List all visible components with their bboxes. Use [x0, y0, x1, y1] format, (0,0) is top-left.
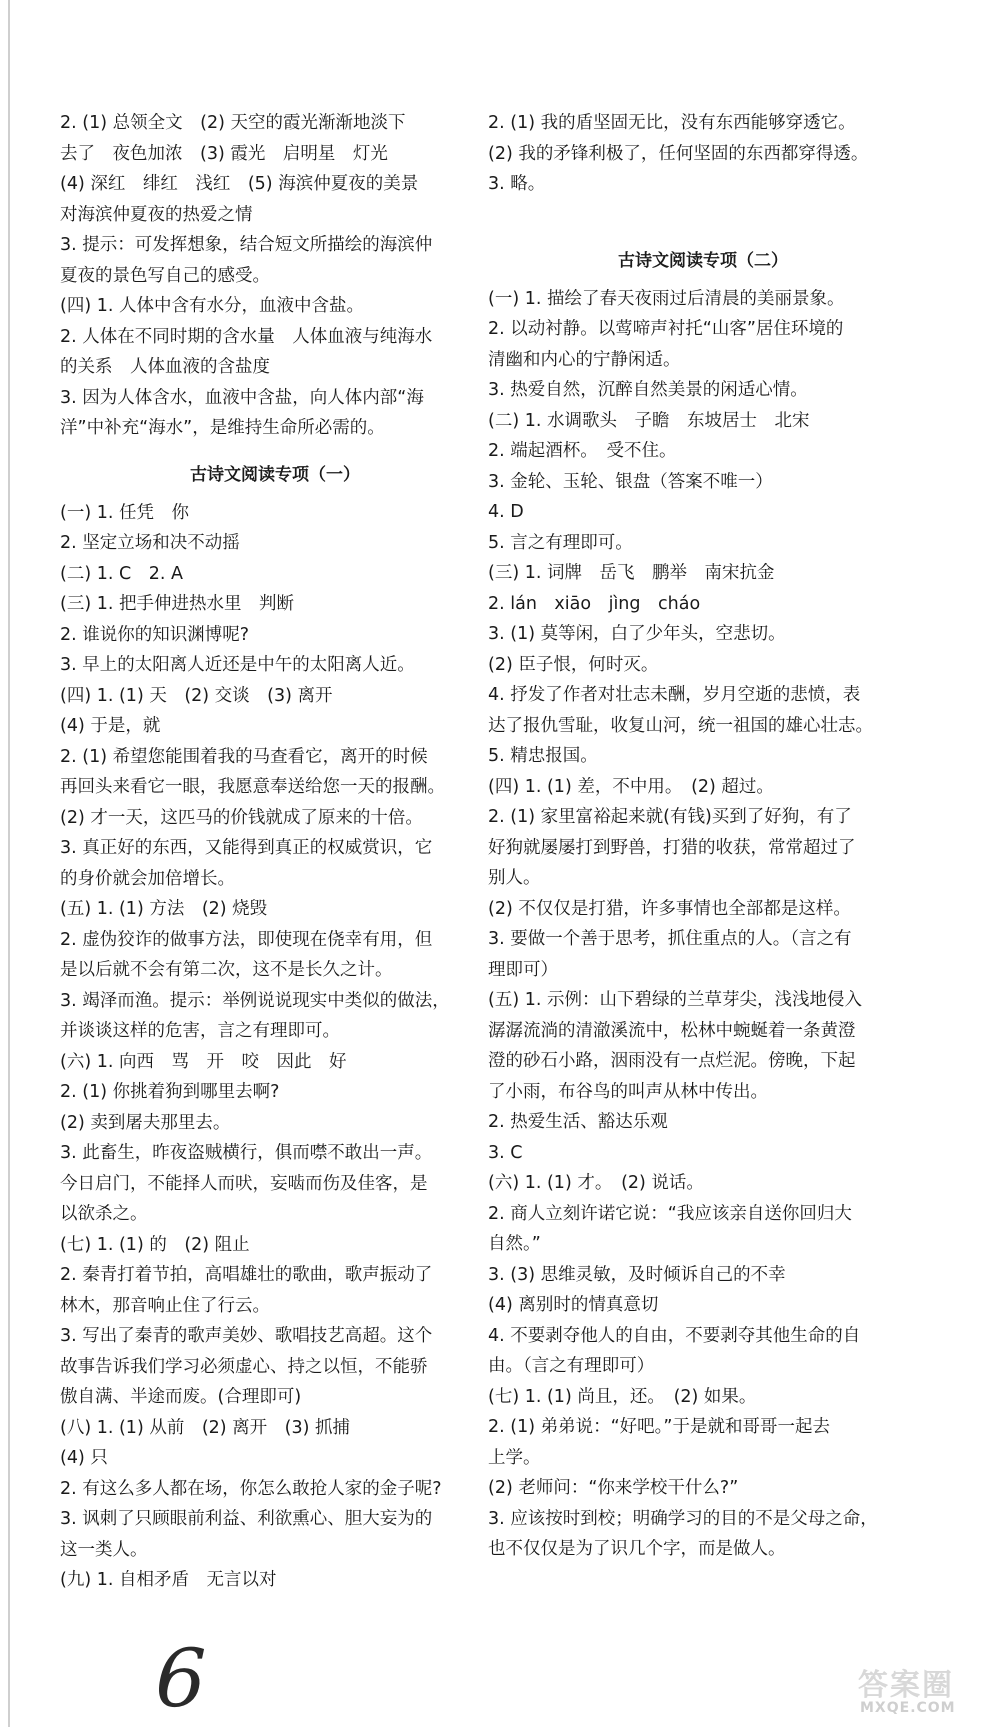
answer-line: 傲自满、半途而废。(合理即可): [60, 1387, 302, 1407]
right-answers-block-1: [488, 108, 918, 200]
answer-line: (四) 1. (1) 差，不中用。 (2) 超过。: [488, 776, 774, 797]
answer-line: (2) 老师问：“你来学校干什么?”: [488, 1478, 739, 1498]
answer-line: 2. 坚定立场和决不动摇: [60, 533, 240, 553]
answer-line: 2. (1) 弟弟说：“好吧。”于是就和哥哥一起去: [488, 1417, 830, 1437]
answer-line: (2) 臣子恨，何时灭。: [488, 654, 659, 675]
answer-line: 清幽和内心的宁静闲适。: [488, 349, 681, 370]
answer-line: 3. 金轮、玉轮、银盘（答案不唯一）: [488, 471, 773, 492]
answer-line: (六) 1. (1) 才。 (2) 说话。: [488, 1173, 704, 1193]
section-title-ancient-poetry-1: 古诗文阅读专项（一）: [190, 464, 360, 485]
watermark-logo: [858, 1660, 978, 1720]
answer-line: 3. 应该按时到校；明确学习的目的不是父母之命，: [488, 1508, 878, 1529]
answer-line: 2. 热爱生活、豁达乐观: [488, 1112, 668, 1132]
answer-line: 3. 写出了秦青的歌声美妙、歌唱技艺高超。这个: [60, 1326, 433, 1346]
answer-line: 3. 真正好的东西，又能得到真正的权威赏识，它: [60, 838, 433, 858]
answer-line: 澄的砂石小路，洇雨没有一点烂泥。傍晚，下起: [488, 1051, 856, 1071]
answer-line: 去了 夜色加浓 (3) 霞光 启明星 灯光: [60, 143, 388, 164]
answer-line: 也不仅仅是为了识几个字，而是做人。: [488, 1539, 786, 1559]
answer-line: 4. D: [488, 502, 524, 522]
answer-line: 3. 讽刺了只顾眼前利益、利欲熏心、胆大妄为的: [60, 1509, 433, 1529]
answer-line: 故事告诉我们学习必须虚心、持之以恒，不能骄: [60, 1356, 428, 1377]
answer-line: 2. 人体在不同时期的含水量 人体血液与纯海水: [60, 326, 433, 347]
answer-line: 3. 此畜生，昨夜盗贼横行，俱而噤不敢出一声。: [60, 1143, 433, 1163]
answer-line: (七) 1. (1) 尚且，还。 (2) 如果。: [488, 1386, 757, 1407]
answer-line: 2. 谁说你的知识渊博呢?: [60, 624, 250, 645]
answer-line: 3. 竭泽而渔。提示：举例说说现实中类似的做法，: [60, 990, 450, 1011]
handwritten-page-number: 6: [145, 1632, 216, 1725]
section-title-ancient-poetry-2: 古诗文阅读专项（二）: [618, 250, 788, 271]
answer-line: 别人。: [488, 868, 541, 888]
answer-line: (一) 1. 任凭 你: [60, 502, 189, 523]
answer-line: (4) 只: [60, 1448, 108, 1468]
answer-line: 由。（言之有理即可）: [488, 1356, 655, 1376]
answer-line: 的身价就会加倍增长。: [60, 868, 235, 889]
right-answers-block-2: [488, 284, 918, 1565]
answer-line: (八) 1. (1) 从前 (2) 离开 (3) 抓捕: [60, 1417, 351, 1438]
answer-line: 的关系 人体血液的含盐度: [60, 357, 270, 377]
answer-line: 今日启门，不能择人而吠，妄啮而伤及佳客，是: [60, 1173, 428, 1194]
answer-line: 再回头来看它一眼，我愿意奉送给您一天的报酬。: [60, 777, 445, 797]
answer-line: (4) 离别时的情真意切: [488, 1295, 659, 1315]
answer-line: 并谈谈这样的危害，言之有理即可。: [60, 1021, 340, 1041]
left-answers-block-2: [60, 498, 490, 1596]
answer-line: 洋”中补充“海水”，是维持生命所必需的。: [60, 418, 385, 438]
watermark-text: 答案圈: [858, 1668, 954, 1703]
answer-line: 潺潺流淌的清澈溪流中，松林中蜿蜒着一条黄澄: [488, 1020, 856, 1041]
answer-line: 3. 早上的太阳离人近还是中午的太阳离人近。: [60, 655, 415, 675]
answer-line: 2. (1) 家里富裕起来就(有钱)买到了好狗，有了: [488, 807, 852, 827]
answer-line: 是以后就不会有第二次，这不是长久之计。: [60, 960, 393, 980]
answer-line: 4. 不要剥夺他人的自由，不要剥夺其他生命的自: [488, 1325, 861, 1346]
answer-line: 2. 商人立刻许诺它说：“我应该亲自送你回归大: [488, 1203, 852, 1224]
answer-line: 理即可）: [488, 959, 558, 980]
answer-line: 达了报仇雪耻，收复山河，统一祖国的雄心壮志。: [488, 715, 873, 736]
answer-line: (五) 1. (1) 方法 (2) 烧毁: [60, 899, 268, 919]
answer-line: (4) 于是，就: [60, 716, 161, 736]
answer-line: 3. 略。: [488, 174, 546, 194]
answer-line: 好狗就屡屡打到野兽，打猎的收获，常常超过了: [488, 837, 856, 858]
answer-line: 这一类人。: [60, 1539, 148, 1560]
answer-line: 2. 有这么多人都在场，你怎么敢抢人家的金子呢?: [60, 1478, 442, 1499]
answer-line: 2. 以动衬静。以莺啼声衬托“山客”居住环境的: [488, 319, 844, 339]
answer-line: 2. (1) 总领全文 (2) 天空的霞光渐渐地淡下: [60, 113, 406, 133]
answer-line: (一) 1. 描绘了春天夜雨过后清晨的美丽景象。: [488, 288, 845, 309]
answer-line: 2. (1) 我的盾坚固无比，没有东西能够穿透它。: [488, 113, 856, 133]
left-answers-block-1: [60, 108, 490, 444]
answer-line: 2. (1) 你挑着狗到哪里去啊?: [60, 1082, 280, 1102]
answer-line: 5. 言之有理即可。: [488, 532, 633, 553]
answer-line: 5. 精忠报国。: [488, 746, 598, 766]
answer-line: (二) 1. 水调歌头 子瞻 东坡居士 北宋: [488, 410, 810, 431]
answer-line: 2. 端起酒杯。 受不住。: [488, 441, 677, 461]
answer-line: (2) 我的矛锋利极了，任何坚固的东西都穿得透。: [488, 143, 869, 164]
answer-line: (三) 1. 把手伸进热水里 判断: [60, 594, 294, 614]
answer-line: 自然。”: [488, 1234, 541, 1254]
answer-line: (四) 1. 人体中含有水分，血液中含盐。: [60, 296, 364, 316]
answer-line: 夏夜的景色写自己的感受。: [60, 265, 270, 286]
answer-line: (九) 1. 自相矛盾 无言以对: [60, 1570, 277, 1590]
answer-line: 3. C: [488, 1142, 523, 1163]
page-left-edge: [8, 0, 10, 1727]
answer-line: (4) 深红 绯红 浅红 (5) 海滨仲夏夜的美景: [60, 174, 419, 194]
answer-line: (2) 才一天，这匹马的价钱就成了原来的十倍。: [60, 807, 423, 828]
answer-line: (2) 卖到屠夫那里去。: [60, 1112, 231, 1133]
answer-line: 2. lán xiāo jìng cháo: [488, 593, 701, 614]
left-column: [60, 108, 490, 1596]
answer-line: (2) 不仅仅是打猎，许多事情也全部都是这样。: [488, 898, 851, 919]
answer-line: (二) 1. C 2. A: [60, 563, 183, 584]
right-column: [488, 108, 918, 1565]
answer-line: (五) 1. 示例：山下碧绿的兰草芽尖，浅浅地侵入: [488, 990, 862, 1010]
answer-line: 3. (3) 思维灵敏，及时倾诉自己的不幸: [488, 1264, 786, 1285]
answer-line: 3. 提示：可发挥想象，结合短文所描绘的海滨仲: [60, 235, 433, 255]
answer-line: 对海滨仲夏夜的热爱之情: [60, 204, 253, 225]
answer-line: 3. (1) 莫等闲，白了少年头，空悲切。: [488, 624, 786, 644]
answer-line: 3. 热爱自然，沉醉自然美景的闲适心情。: [488, 380, 808, 400]
answer-line: (三) 1. 词牌 岳飞 鹏举 南宋抗金: [488, 563, 775, 583]
answer-line: 2. 秦青打着节拍，高唱雄壮的歌曲，歌声振动了: [60, 1265, 433, 1285]
answer-line: 林木，那音响止住了行云。: [60, 1295, 270, 1316]
answer-line: 4. 抒发了作者对壮志未酬，岁月空逝的悲愤，表: [488, 685, 861, 705]
answer-line: 了小雨，布谷鸟的叫声从林中传出。: [488, 1081, 768, 1102]
answer-line: 以欲杀之。: [60, 1204, 148, 1224]
answer-line: 上学。: [488, 1447, 541, 1468]
answer-line: 3. 因为人体含水，血液中含盐，向人体内部“海: [60, 387, 424, 408]
answer-line: (四) 1. (1) 天 (2) 交谈 (3) 离开: [60, 685, 333, 706]
answer-line: 3. 要做一个善于思考，抓住重点的人。（言之有: [488, 929, 852, 949]
answer-line: 2. 虚伪狡诈的做事方法，即使现在侥幸有用，但: [60, 929, 433, 950]
spacer: [488, 200, 918, 230]
answer-line: (六) 1. 向西 骂 开 咬 因此 好: [60, 1051, 347, 1072]
answer-line: 2. (1) 希望您能围着我的马查看它，离开的时候: [60, 746, 428, 767]
watermark-url: MXQE.COM: [860, 1700, 956, 1716]
answer-line: (七) 1. (1) 的 (2) 阻止: [60, 1234, 250, 1255]
